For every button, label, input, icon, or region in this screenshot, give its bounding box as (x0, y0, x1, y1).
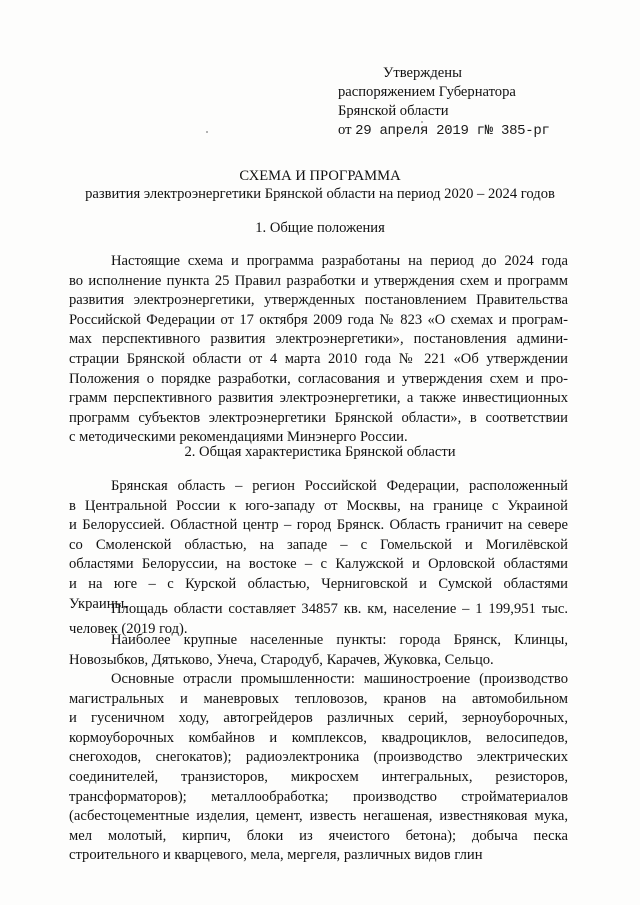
section-heading-characteristics: 2. Общая характеристика Брянской области (184, 444, 456, 460)
approval-date-handwritten: 29 апреля 2019 г№ 385-рг (355, 123, 550, 139)
paragraph-line: человек (2019 год). (69, 620, 188, 637)
paragraph-line: Площадь области составляет 34857 кв. км, население – 1 199,951 тыс. (111, 601, 568, 617)
approval-line-order: распоряжением Губернатора (338, 84, 516, 100)
paragraph-line: кормоуборочных комбайнов и комплексов, квадроциклов, велосипедов, (69, 729, 568, 746)
paragraph-line: во исполнение пункта 25 Правил разработки и утверждения схем и программ (69, 272, 568, 289)
paragraph-line: Новозыбков, Дятьково, Унеча, Стародуб, Карачев, Жуковка, Сельцо. (69, 651, 494, 668)
section-heading-general: 1. Общие положения (255, 220, 385, 236)
approval-line-approved: Утверждены (383, 65, 462, 81)
paragraph-major-cities (69, 631, 568, 670)
approval-line-region: Брянской области (338, 103, 449, 119)
scan-speck (206, 131, 208, 133)
paragraph-line: мах перспективного развития электроэнергетики», постановления админи- (69, 331, 568, 348)
paragraph-line: строительного и кварцевого, мела, мергеля, различных видов глин (69, 847, 483, 864)
paragraph-line: Украины. (69, 595, 128, 612)
paragraph-line: магистральных и маневровых тепловозов, кранов на автомобильном (69, 690, 568, 707)
paragraph-line: трансформаторов); металлообработка; производство стройматериалов (69, 788, 568, 805)
document-title: СХЕМА И ПРОГРАММА (239, 168, 401, 184)
paragraph-line: Положения о порядке разработки, согласования и утверждения схем и про- (69, 370, 568, 387)
paragraph-line: Наиболее крупные населенные пункты: города Брянск, Клинцы, (111, 632, 568, 648)
paragraph-line: программ субъектов электроэнергетики Брянской области», в соответствии (69, 409, 568, 426)
paragraph-line: и Белоруссией. Областной центр – город Брянск. Область граничит на севере (69, 517, 568, 534)
paragraph-line: развития электроэнергетики, утвержденных постановлением Правительства (69, 292, 568, 309)
paragraph-general-provisions (69, 252, 568, 448)
paragraph-line: снегоходов, снегокатов); радиоэлектроника (производство электрических (69, 749, 568, 766)
approval-date-prefix: от (338, 122, 356, 138)
paragraph-industries (69, 670, 568, 866)
paragraph-line: областями Белоруссии, на востоке – с Калужской и Орловской областями (69, 556, 568, 573)
paragraph-line: в Центральной России к юго-западу от Москвы, на границе с Украиной (69, 497, 568, 514)
paragraph-line: и гусеничном ходу, автогрейдеров различных серий, зерноуборочных, (69, 710, 568, 727)
paragraph-line: (асбестоцементные изделия, цемент, известь негашеная, известняковая мука, (69, 808, 568, 825)
paragraph-line: Брянская область – регион Российской Федерации, расположенный (111, 478, 568, 494)
paragraph-line: со Смоленской областью, на западе – с Гомельской и Могилёвской (69, 536, 568, 553)
paragraph-line: Основные отрасли промышленности: машиностроение (производство (111, 671, 568, 687)
paragraph-line: мел молотый, кирпич, блоки из ячеистого бетона); добыча песка (69, 827, 568, 844)
document-subtitle: развития электроэнергетики Брянской области на период 2020 – 2024 годов (85, 186, 555, 202)
paragraph-region-location (69, 477, 568, 614)
paragraph-line: грамм перспективного развития электроэнергетики, а также инвестиционных (69, 390, 568, 407)
paragraph-line: страции Брянской области от 4 марта 2010 года № 221 «Об утверждении (69, 350, 568, 367)
paragraph-line: с методическими рекомендациями Минэнерго России. (69, 429, 408, 446)
approval-stamp (338, 64, 618, 141)
paragraph-line: соединителей, транзисторов, микросхем интегральных, резисторов, (69, 768, 568, 785)
paragraph-line: Российской Федерации от 17 октября 2009 года № 823 «О схемах и програм- (69, 311, 568, 328)
scan-speck (421, 121, 423, 123)
approval-line-date (338, 121, 618, 141)
paragraph-line: и на юге – с Курской областью, Черниговской и Сумской областями (69, 575, 568, 592)
paragraph-line: Настоящие схема и программа разработаны на период до 2024 года (111, 253, 568, 269)
